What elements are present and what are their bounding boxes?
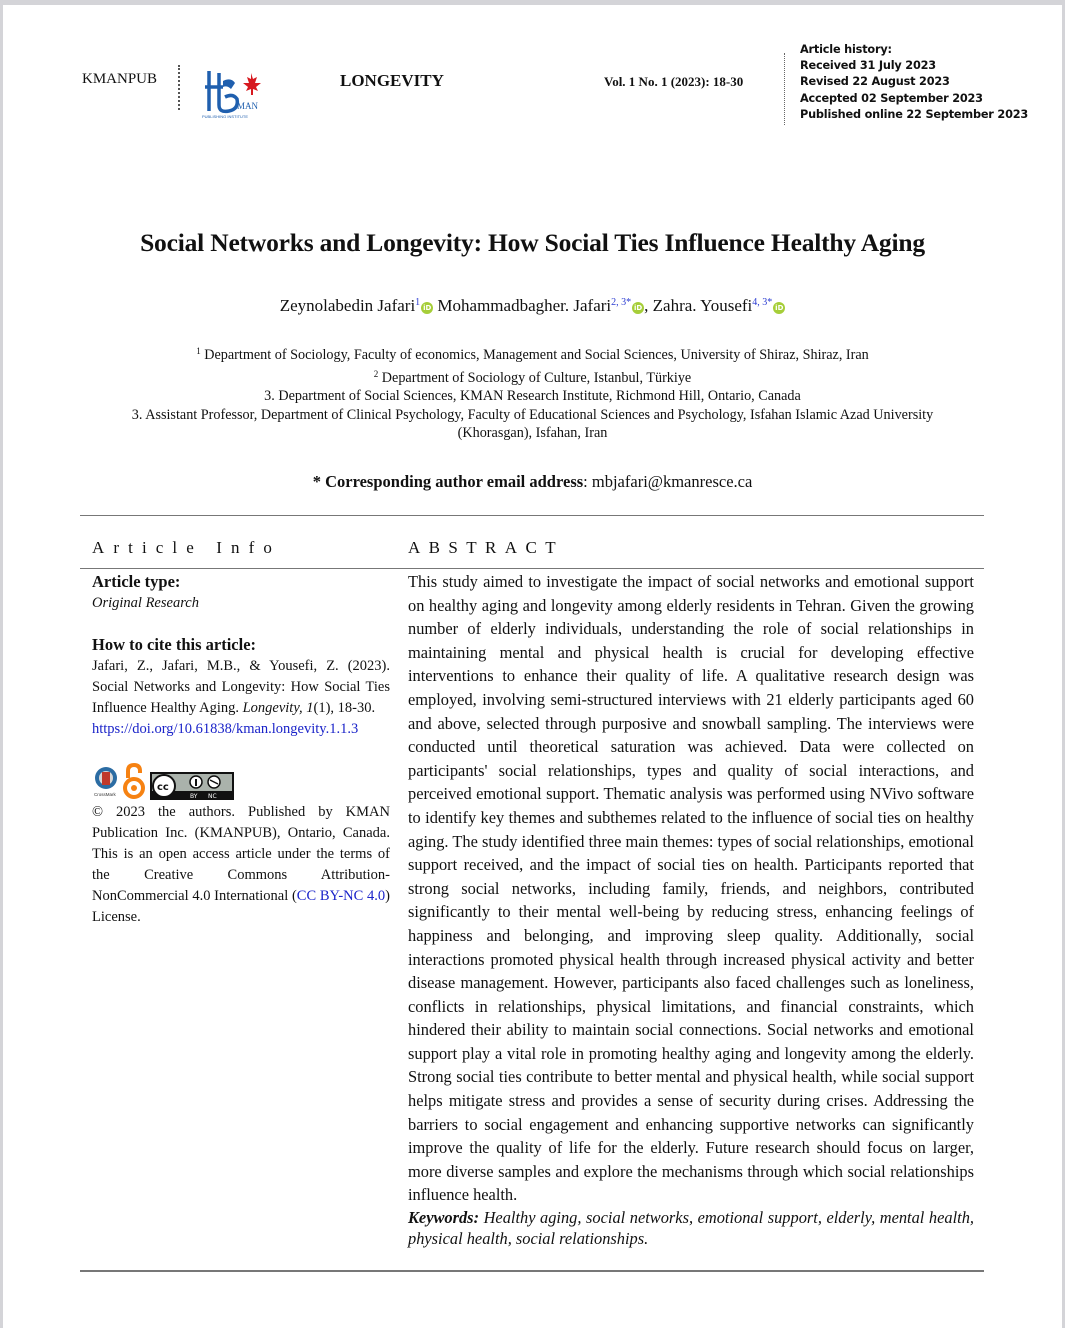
author-affil-sup: 1 (415, 297, 421, 308)
keywords-list: Healthy aging, social networks, emotional support, elderly, mental health, physical health, social relationships. (408, 1208, 974, 1249)
divider-mid (80, 568, 984, 569)
keywords (408, 1207, 974, 1249)
publisher-name: KMANPUB (82, 71, 158, 87)
paper-page (3, 5, 1062, 1328)
kman-logo (201, 67, 267, 119)
author-list: Zeynolabedin Jafari$^1$ iD Mohammadbagher. Jafari$^{2, 3*}$ iD , Zahra. Yousefi$^{4, 3*}$ iD (279, 296, 784, 315)
svg-text:CrossMark: CrossMark (94, 792, 116, 797)
article-title: Social Networks and Longevity: How Social Ties Influence Healthy Aging (140, 228, 925, 257)
cite-label: How to cite this article: (92, 635, 257, 654)
divider-bottom (80, 1270, 984, 1272)
license-badges (92, 762, 390, 800)
affiliation: $^1$ Department of Sociology, Faculty of economics, Management and Social Sciences, University of Shiraz, Shiraz, Iran (196, 346, 869, 363)
history-revised: Revised 22 August 2023 (800, 75, 950, 89)
header-divider (178, 65, 180, 110)
license-link[interactable]: CC BY-NC 4.0 (296, 888, 386, 904)
author: Zeynolabedin Jafari$^1$ iD (279, 296, 432, 315)
volume-info: Vol. 1 No. 1 (2023): 18-30 (604, 74, 744, 89)
history-label: Article history: (800, 43, 892, 56)
open-access-icon (120, 762, 148, 800)
orcid-icon[interactable]: iD (423, 304, 432, 312)
logo-text: MAN (237, 101, 259, 111)
affiliation: $^2$ Department of Sociology of Culture, Istanbul, Türkiye (373, 368, 692, 386)
history-accepted: Accepted 02 September 2023 (800, 91, 983, 105)
doi-link[interactable]: https://doi.org/10.61838/kman.longevity.1.1.3 (92, 721, 359, 737)
affiliation: 3. Assistant Professor, Department of Clinical Psychology, Faculty of Educational Sciences and Psychology, Isfahan Islamic Azad University (Khorasgan), Isfahan, Iran (131, 406, 934, 441)
abstract-text: This study aimed to investigate the impact of social networks and emotional support on healthy aging and longevity among elderly residents in Tehran. Given the growing number of elderly individuals, understanding the role of social relationships in maintaining mental and physical health is crucial for developing effective interventions to enhance their quality of life. A qualitative research design was employed, involving semi-structured interviews with 21 elderly participants aged 60 and above, selected through purposive and snowball sampling. The interviews were conducted until theoretical saturation was achieved. Data were collected on participants' social relationships, types and quality of social interactions, and perceived emotional support. Thematic analysis was performed using NVivo software to identify key themes and subthemes related to the influence of social ties on healthy aging. The study identified three main themes: types of social relationships, emotional support received, and the impact of social ties on health. Participants reported that strong social networks, including family, friends, and neighbors, contributed significantly to their mental well-being by reducing stress, enhancing feelings of happiness and belonging, and improving sleep quality. Additionally, social interactions promoted physical health through increased physical activity and better disease management. However, participants also faced challenges such as loneliness, conflicts in relationships, physical limitations, and financial constraints, which hindered their ability to maintain social connections. Social networks and emotional support play a vital role in promoting healthy aging and longevity among the elderly. Strong social ties contribute to better mental and physical health, while social support helps mitigate stress and provides a sense of security during crises. Addressing the barriers to social engagement and enhancing supportive networks can significantly improve the quality of life for the elderly. Future research should focus on larger, more diverse samples and explore the mechanisms through which social relationships influence health. (408, 572, 974, 1205)
author-affil-sup: 2, 3* (611, 297, 632, 308)
corresponding-email[interactable]: mbjafari@kmanresce.ca (591, 472, 753, 491)
history-published: Published online 22 September 2023 (800, 107, 1029, 121)
article-history (800, 42, 1028, 123)
abstract-body (408, 570, 974, 1249)
author-affil-sup: 4, 3* (752, 297, 773, 308)
svg-text:NC: NC (208, 793, 217, 800)
orcid-icon[interactable]: iD (634, 304, 643, 312)
svg-text:cc: cc (157, 782, 169, 793)
svg-text:BY: BY (190, 793, 198, 800)
keywords-label: Keywords: (408, 1208, 480, 1228)
history-received: Received 31 July 2023 (800, 59, 936, 73)
article-info-heading: Article Info (92, 538, 281, 557)
crossmark-icon[interactable] (93, 766, 119, 798)
logo-subtext: PUBLISHING INSTITUTE (202, 114, 249, 119)
cc-by-nc-icon[interactable] (150, 772, 234, 800)
affiliation: 3. Department of Social Sciences, KMAN Research Institute, Richmond Hill, Ontario, Canada (264, 388, 801, 404)
corresponding-author: * Corresponding author email address: mbjafari@kmanresce.ca (312, 472, 753, 491)
author: Zahra. Yousefi$^{4, 3*}$ iD (652, 296, 784, 315)
history-divider (784, 53, 785, 125)
corresponding-label: * Corresponding author email address (312, 472, 584, 491)
affiliations (3, 342, 1062, 443)
divider-top (80, 515, 984, 516)
citation: Jafari, Z., Jafari, M.B., & Yousefi, Z. (2023). Social Networks and Longevity: How Social Ties Influence Healthy Aging. Longevity, 1(1), 18-30. (92, 658, 390, 716)
article-info-panel (92, 571, 390, 928)
article-type-value: Original Research (92, 595, 199, 611)
article-type-label: Article type: (92, 572, 181, 591)
license-text: © 2023 the authors. Published by KMAN Publication Inc. (KMANPUB), Ontario, Canada. This is an open access article under the terms of the Creative Commons Attribution-NonCommercial 4.0 International (CC BY-NC 4.0) License. (92, 804, 390, 925)
orcid-icon[interactable]: iD (775, 304, 784, 312)
journal-name: LONGEVITY (340, 71, 444, 90)
abstract-heading: ABSTRACT (408, 538, 564, 557)
author: Mohammadbagher. Jafari$^{2, 3*}$ iD (437, 296, 643, 315)
